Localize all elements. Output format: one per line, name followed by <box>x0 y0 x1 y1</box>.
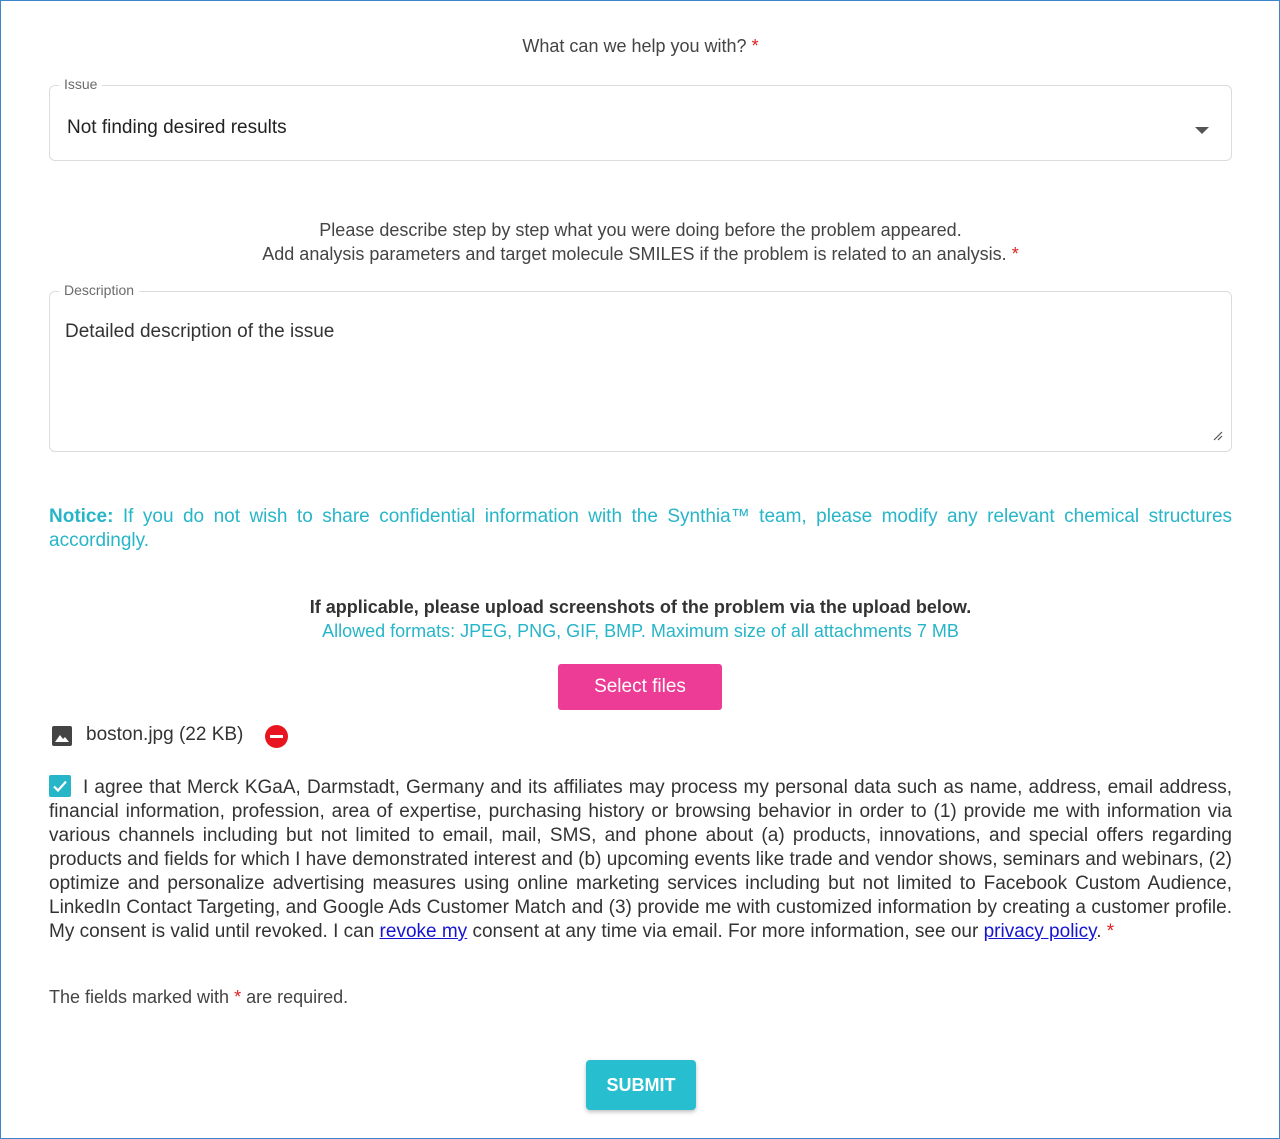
select-files-button[interactable]: Select files <box>558 664 722 710</box>
required-asterisk: * <box>1011 244 1019 264</box>
instructions-line-2-wrap <box>49 242 1232 266</box>
required-fields-note <box>49 987 348 1008</box>
dropdown-arrow-icon[interactable] <box>1195 127 1209 134</box>
image-icon <box>51 725 73 747</box>
submit-button[interactable]: SUBMIT <box>586 1060 696 1110</box>
consent-text-1: I agree that Merck KGaA, Darmstadt, Germany and its affiliates may process my personal data such as name, address, email address, financial information, profession, area of expertise, purchasing history or browsing behavior in order to (1) provide me with information via various channels including but not limited to email, mail, SMS, and phone about (a) products, innovations, and special offers regarding products and fields for which I have demonstrated interest and (b) upcoming events like trade and vendor shows, seminars and webinars, (2) optimize and personalize advertising measures using online marketing services including but not limited to Facebook Custom Audience, LinkedIn Contact Targeting, and Google Ads Customer Match and (3) provide me with customized information by creating a customer profile. My consent is valid until revoked. I can <box>49 777 1232 942</box>
notice-label: Notice: <box>49 506 114 527</box>
required-asterisk: * <box>1106 921 1115 942</box>
required-note-prefix: The fields marked with <box>49 987 230 1007</box>
upload-formats: Allowed formats: JPEG, PNG, GIF, BMP. Maximum size of all attachments 7 MB <box>322 621 959 641</box>
required-asterisk: * <box>234 987 242 1007</box>
issue-select[interactable] <box>49 76 1232 161</box>
description-label: Description <box>59 282 139 298</box>
question-heading <box>49 36 1232 57</box>
question-text: What can we help you with? <box>522 36 747 56</box>
attachment-name: boston.jpg (22 KB) <box>86 724 244 745</box>
consent-checkbox[interactable] <box>49 775 71 797</box>
consent-text-3: . <box>1096 921 1102 942</box>
checkmark-icon <box>51 777 69 795</box>
description-textarea[interactable] <box>49 282 1232 452</box>
notice-text: If you do not wish to share confidential information with the Synthia™ team, please modify any relevant chemical structures accordingly. <box>49 506 1233 551</box>
resize-handle-icon[interactable] <box>1211 429 1223 441</box>
consent-paragraph <box>49 775 1232 944</box>
instructions-line-2: Add analysis parameters and target molecule SMILES if the problem is related to an analysis. <box>262 244 1007 264</box>
required-asterisk: * <box>751 36 759 56</box>
privacy-policy-link[interactable]: privacy policy <box>983 921 1097 942</box>
description-instructions <box>49 218 1232 266</box>
issue-selected-value: Not finding desired results <box>67 117 287 138</box>
issue-label: Issue <box>59 76 102 92</box>
required-note-suffix: are required. <box>246 987 349 1007</box>
instructions-line-1: Please describe step by step what you were doing before the problem appeared. <box>319 220 962 240</box>
consent-text-2: consent at any time via email. For more information, see our <box>472 921 979 942</box>
remove-attachment-icon[interactable] <box>265 725 288 748</box>
upload-title: If applicable, please upload screenshots of the problem via the upload below. <box>309 597 972 617</box>
description-placeholder: Detailed description of the issue <box>65 321 335 342</box>
confidentiality-notice <box>49 505 1232 553</box>
revoke-consent-link[interactable]: revoke my <box>379 921 468 942</box>
